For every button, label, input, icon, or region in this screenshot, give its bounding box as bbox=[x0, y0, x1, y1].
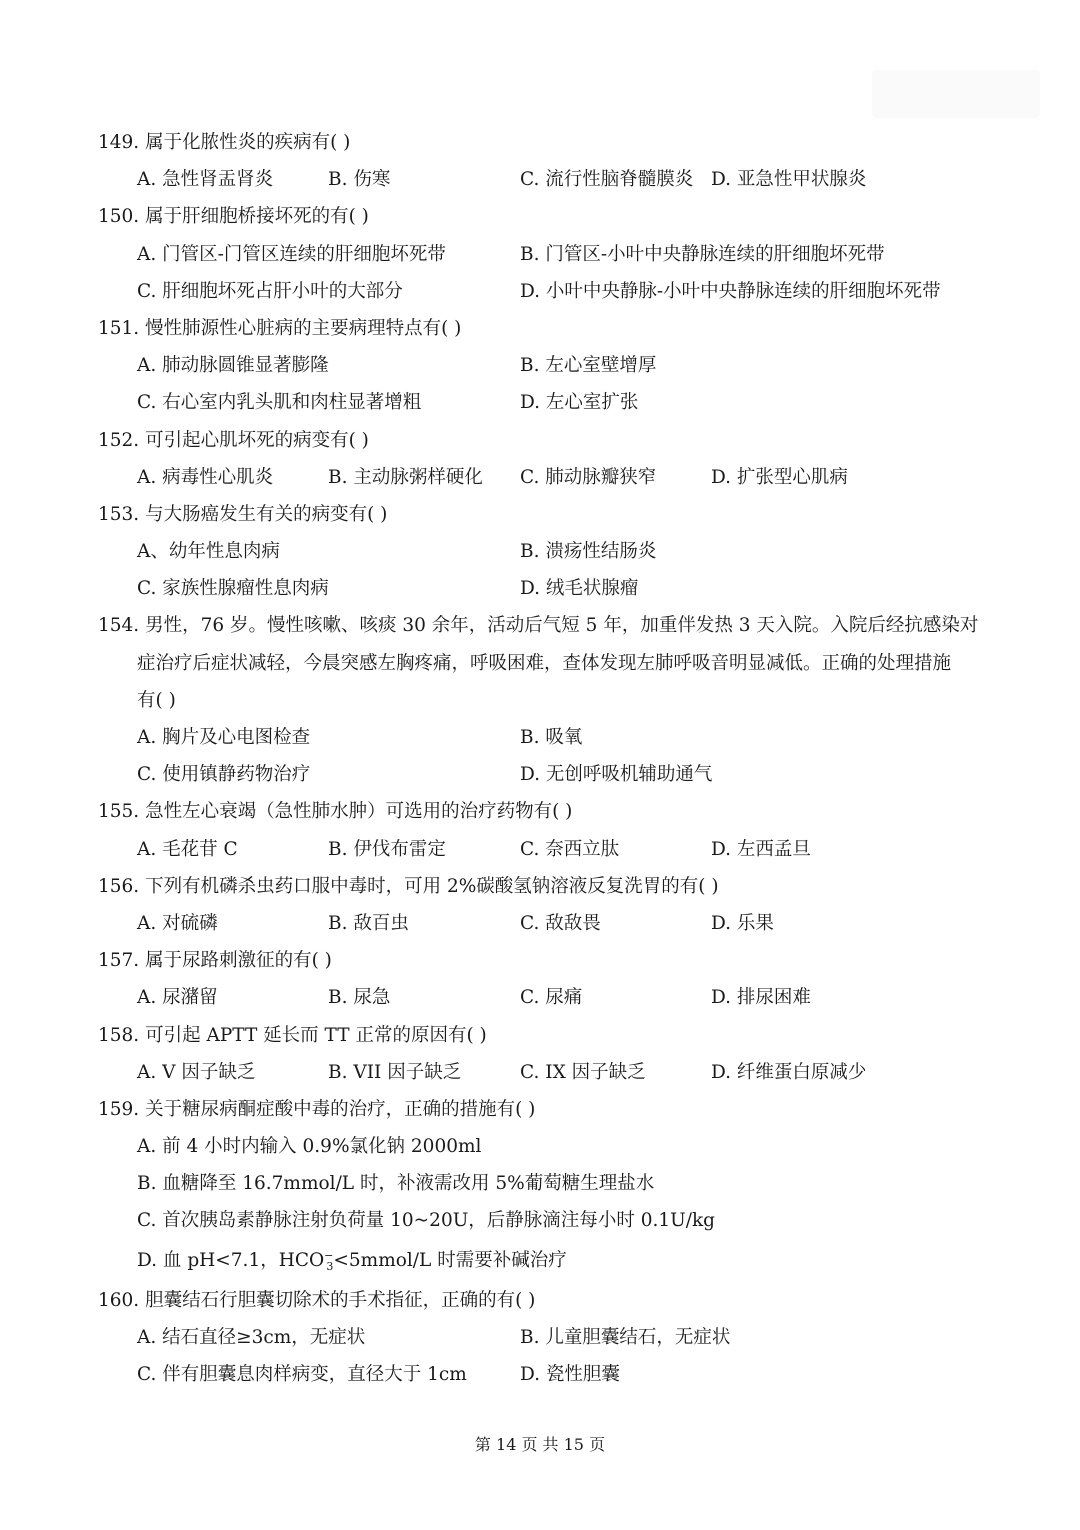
option-a: A. V 因子缺乏 bbox=[137, 1061, 256, 1083]
options-row bbox=[0, 1202, 1080, 1239]
options-row bbox=[0, 1165, 1080, 1202]
options-row bbox=[0, 1356, 1080, 1393]
option-d bbox=[137, 1240, 567, 1284]
option-a: A. 急性肾盂肾炎 bbox=[137, 169, 274, 191]
options-row bbox=[0, 1054, 1080, 1091]
options-row bbox=[0, 719, 1080, 756]
option-d: D. 无创呼吸机辅助通气 bbox=[520, 764, 713, 786]
option-b: B. VII 因子缺乏 bbox=[328, 1061, 462, 1083]
option-b: B. 溃疡性结肠炎 bbox=[520, 541, 657, 563]
options-row bbox=[0, 273, 1080, 310]
option-c: C. 敌敌畏 bbox=[520, 912, 601, 934]
option-c: C. 家族性腺瘤性息肉病 bbox=[137, 578, 329, 600]
option-c: C. 肺动脉瓣狭窄 bbox=[520, 466, 657, 488]
option-c: C. IX 因子缺乏 bbox=[520, 1061, 646, 1083]
options-row bbox=[0, 1128, 1080, 1165]
options-row bbox=[0, 905, 1080, 942]
option-c: C. 奈西立肽 bbox=[520, 838, 620, 860]
option-b: B. 伤寒 bbox=[328, 169, 391, 191]
options-row bbox=[0, 1319, 1080, 1356]
option-d: D. 乐果 bbox=[711, 912, 774, 934]
options-row bbox=[0, 161, 1080, 198]
question-stem: 149. 属于化脓性炎的疾病有( ) bbox=[98, 132, 351, 153]
option-c: C. 使用镇静药物治疗 bbox=[137, 764, 311, 786]
option-b: B. 吸氧 bbox=[520, 727, 583, 748]
option-c: C. 右心室内乳头肌和肉柱显著增粗 bbox=[137, 392, 422, 414]
option-a: A. 病毒性心肌炎 bbox=[137, 466, 274, 488]
option-a: A. 胸片及心电图检查 bbox=[137, 727, 311, 748]
options-row bbox=[0, 384, 1080, 421]
option-d: D. 扩张型心肌病 bbox=[711, 466, 848, 488]
option-a: A. 结石直径≥3cm，无症状 bbox=[137, 1326, 366, 1348]
option-d: D. 瓷性胆囊 bbox=[520, 1364, 620, 1385]
option-a: A. 对硫磷 bbox=[137, 912, 218, 934]
option-a: A. 门管区-门管区连续的肝细胞坏死带 bbox=[137, 243, 446, 265]
question-stem: 160. 胆囊结石行胆囊切除术的手术指征，正确的有( ) bbox=[98, 1289, 536, 1311]
faded-corner-mark bbox=[872, 70, 1040, 118]
question-stem: 154. 男性，76 岁。慢性咳嗽、咳痰 30 余年，活动后气短 5 年，加重伴发热 3 天入院。入院后经抗感染对 bbox=[98, 615, 979, 637]
option-b: B. 左心室壁增厚 bbox=[520, 355, 657, 377]
options-row bbox=[0, 459, 1080, 496]
question-stem: 157. 属于尿路刺激征的有( ) bbox=[98, 950, 332, 972]
question-stem: 151. 慢性肺源性心脏病的主要病理特点有( ) bbox=[98, 317, 462, 339]
question-list bbox=[0, 124, 1080, 1393]
option-b: B. 敌百虫 bbox=[328, 912, 409, 934]
options-row bbox=[0, 979, 1080, 1016]
option-b: B. 门管区-小叶中央静脉连续的肝细胞坏死带 bbox=[520, 243, 885, 265]
question-stem: 150. 属于肝细胞桥接坏死的有( ) bbox=[98, 206, 369, 228]
options-row bbox=[0, 347, 1080, 384]
question-stem: 156. 下列有机磷杀虫药口服中毒时，可用 2%碳酸氢钠溶液反复洗胃的有( ) bbox=[98, 875, 719, 897]
option-b: B. 儿童胆囊结石，无症状 bbox=[520, 1326, 731, 1348]
option-c: C. 首次胰岛素静脉注射负荷量 10~20U，后静脉滴注每小时 0.1U/kg bbox=[137, 1210, 715, 1232]
option-d-suffix: <5mmol/L 时需要补碱治疗 bbox=[333, 1249, 567, 1271]
options-row bbox=[0, 1240, 1080, 1282]
option-a: A. 前 4 小时内输入 0.9%氯化钠 2000ml bbox=[137, 1136, 482, 1158]
option-b: B. 伊伐布雷定 bbox=[328, 838, 446, 860]
option-a: A. 尿潴留 bbox=[137, 987, 218, 1009]
options-row bbox=[0, 831, 1080, 868]
option-b: B. 尿急 bbox=[328, 987, 391, 1009]
option-d: D. 排尿困难 bbox=[711, 987, 811, 1009]
option-b: B. 血糖降至 16.7mmol/L 时，补液需改用 5%葡萄糖生理盐水 bbox=[137, 1173, 655, 1195]
option-b: B. 主动脉粥样硬化 bbox=[328, 466, 483, 488]
options-row bbox=[0, 756, 1080, 793]
option-d: D. 小叶中央静脉-小叶中央静脉连续的肝细胞坏死带 bbox=[520, 280, 941, 302]
option-c: C. 尿痛 bbox=[520, 987, 583, 1009]
question-stem: 158. 可引起 APTT 延长而 TT 正常的原因有( ) bbox=[98, 1024, 487, 1046]
option-a: A、幼年性息肉病 bbox=[137, 541, 280, 563]
subscript-three: 3 bbox=[326, 1259, 334, 1273]
option-d: D. 左西孟旦 bbox=[711, 838, 811, 860]
charge-superscript: − bbox=[324, 1248, 334, 1262]
question-stem-continued: 症治疗后症状减轻，今晨突感左胸疼痛，呼吸困难，查体发现左肺呼吸音明显减低。正确的处理措施 bbox=[137, 652, 952, 674]
question-stem: 155. 急性左心衰竭（急性肺水肿）可选用的治疗药物有( ) bbox=[98, 801, 573, 823]
option-c: C. 肝细胞坏死占肝小叶的大部分 bbox=[137, 280, 403, 302]
question-stem-continued: 有( ) bbox=[137, 689, 176, 711]
option-d: D. 纤维蛋白原减少 bbox=[711, 1061, 867, 1083]
option-c: C. 伴有胆囊息肉样病变，直径大于 1cm bbox=[137, 1364, 467, 1385]
page-footer: 第 14 页 共 15 页 bbox=[474, 1435, 606, 1454]
options-row bbox=[0, 236, 1080, 273]
options-row bbox=[0, 533, 1080, 570]
option-d: D. 绒毛状腺瘤 bbox=[520, 578, 639, 600]
option-a: A. 毛花苷 C bbox=[137, 838, 238, 860]
option-d: D. 亚急性甲状腺炎 bbox=[711, 169, 867, 191]
question-stem: 159. 关于糖尿病酮症酸中毒的治疗，正确的措施有( ) bbox=[98, 1098, 536, 1120]
question-stem: 153. 与大肠癌发生有关的病变有( ) bbox=[98, 503, 388, 525]
question-stem: 152. 可引起心肌坏死的病变有( ) bbox=[98, 429, 369, 451]
options-row bbox=[0, 570, 1080, 607]
option-a: A. 肺动脉圆锥显著膨隆 bbox=[137, 355, 329, 377]
option-d: D. 左心室扩张 bbox=[520, 392, 639, 414]
option-d-prefix: D. 血 pH<7.1，HCO bbox=[137, 1249, 325, 1271]
option-c: C. 流行性脑脊髓膜炎 bbox=[520, 169, 694, 191]
